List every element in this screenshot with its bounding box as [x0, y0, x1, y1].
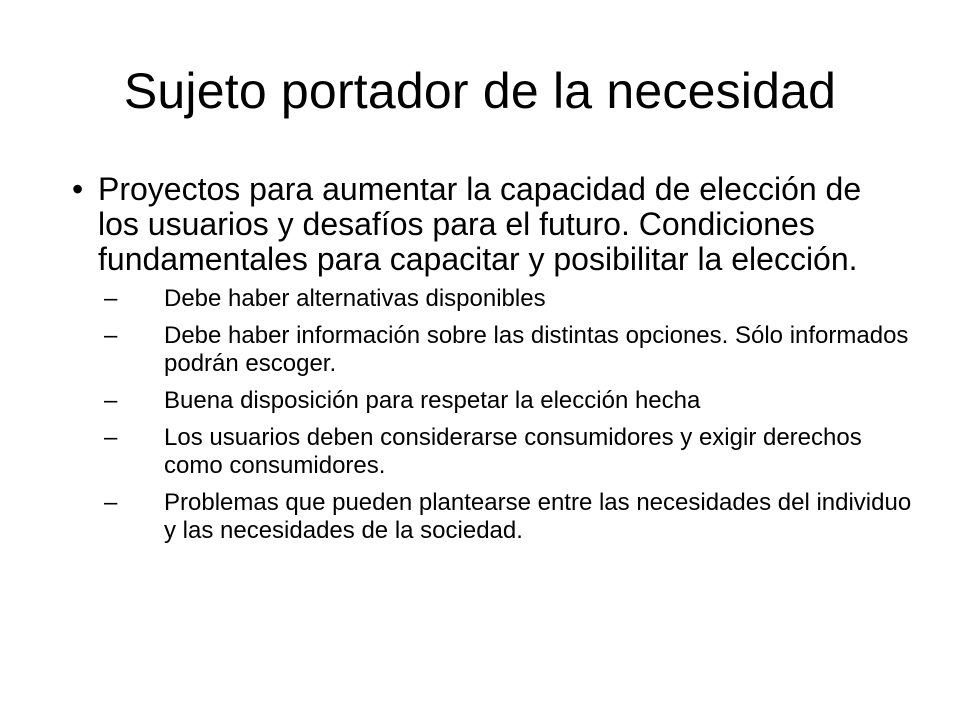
sub-bullet-text: Debe haber alternativas disponibles: [164, 285, 546, 312]
sub-bullet-text: Buena disposición para respetar la elección hecha: [164, 387, 701, 414]
bullet-marker: •: [72, 171, 84, 207]
slide-title: Sujeto portador de la necesidad: [123, 63, 837, 119]
dash-marker: –: [104, 285, 118, 312]
main-bullet-text: Proyectos para aumentar la capacidad de elección de los usuarios y desafíos para el futuro. Condiciones fundamentales para capacitar y posibilitar la elección.: [98, 171, 862, 277]
sub-bullet-text: Debe haber información sobre las distintas opciones. Sólo informados podrán escoger.: [164, 322, 909, 377]
dash-marker: –: [104, 322, 118, 349]
sub-bullet-text: Los usuarios deben considerarse consumidores y exigir derechos como consumidores.: [164, 424, 862, 479]
sub-bullet: [102, 387, 924, 415]
sub-bullet: [102, 489, 924, 545]
dash-marker: –: [104, 424, 118, 451]
sub-bullet: [102, 424, 924, 480]
sub-bullet: [102, 322, 924, 378]
dash-marker: –: [104, 489, 118, 516]
sub-bullet-text: Problemas que pueden plantearse entre las necesidades del individuo y las necesidades de la sociedad.: [164, 489, 912, 544]
slide-body: [72, 171, 912, 554]
sub-bullet: [102, 285, 924, 313]
dash-marker: –: [104, 387, 118, 414]
sub-bullet-list: [72, 285, 912, 545]
main-bullet: [72, 172, 892, 277]
